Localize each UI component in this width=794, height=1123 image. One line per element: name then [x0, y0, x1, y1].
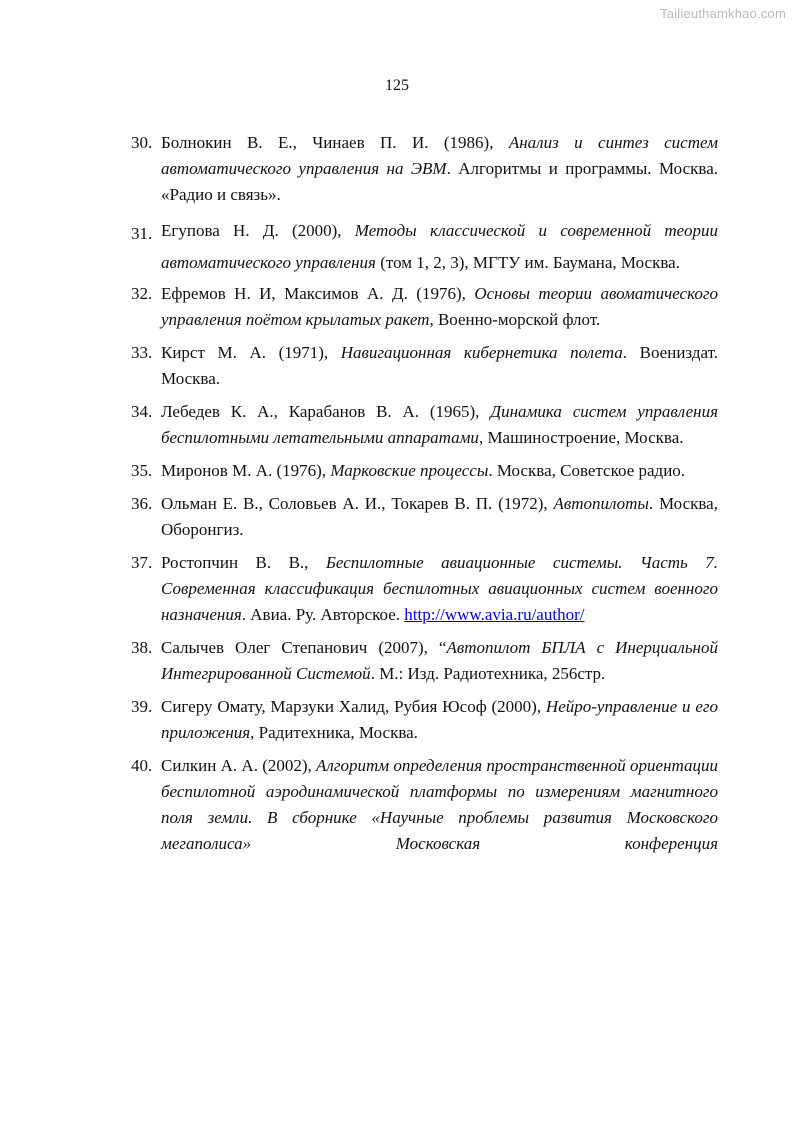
- reference-number: 31.: [131, 224, 153, 243]
- reference-title: Методы классической и современной теории автоматического управления: [161, 221, 718, 272]
- reference-item: [131, 635, 718, 687]
- reference-item: [131, 281, 718, 333]
- reference-authors: Миронов М. А. (1976),: [161, 461, 331, 480]
- reference-authors: Кирст М. А. (1971),: [161, 343, 341, 362]
- reference-authors: Ольман Е. В., Соловьев А. И., Токарев В. П. (1972),: [161, 494, 554, 513]
- reference-title: Марковские процессы: [330, 461, 489, 480]
- reference-authors: Сигеру Омату, Марзуки Халид, Рубия Юсоф (2000),: [161, 697, 546, 716]
- reference-number: 39.: [131, 697, 153, 716]
- reference-publisher: . Москва, Оборонгиз.: [161, 494, 718, 539]
- reference-authors: Лебедев К. А., Карабанов В. А. (1965),: [161, 402, 491, 421]
- reference-authors: Силкин А. А. (2002),: [161, 756, 317, 775]
- reference-publisher: . Москва, Советское радио.: [488, 461, 686, 480]
- reference-title: Автопилоты: [553, 494, 649, 513]
- reference-item: [131, 215, 718, 279]
- reference-item: [131, 399, 718, 451]
- reference-title: Навигационная кибернетика полета: [340, 343, 623, 362]
- reference-publisher: . Воениздат. Москва.: [161, 343, 718, 388]
- reference-authors: Салычев Олег Степанович (2007), “: [161, 638, 447, 657]
- reference-title: Нейро-управление и его приложения: [161, 697, 718, 742]
- reference-list: [131, 130, 718, 864]
- reference-title: Основы теории авоматического управления поётом крылатых ракет: [161, 284, 719, 329]
- reference-number: 34.: [131, 402, 153, 421]
- reference-item: [131, 694, 718, 746]
- reference-authors: Ростопчин В. В.,: [161, 553, 326, 572]
- reference-item: [131, 340, 718, 392]
- reference-item: [131, 130, 718, 208]
- reference-title: Анализ и синтез систем автоматического управления на ЭВМ: [161, 133, 718, 178]
- reference-number: 30.: [131, 133, 153, 152]
- watermark: Tailieuthamkhao.com: [660, 6, 786, 21]
- reference-publisher: (том 1, 2, 3), МГТУ им. Баумана, Москва.: [375, 253, 680, 272]
- reference-title: Автопилот БПЛА с Инерциальной Интегрированной Системой: [161, 638, 718, 683]
- page-number: 125: [385, 77, 409, 94]
- reference-authors: Ефремов Н. И, Максимов А. Д. (1976),: [161, 284, 475, 303]
- reference-publisher: , Машиностроение, Москва.: [478, 428, 684, 447]
- reference-item: [131, 491, 718, 543]
- reference-publisher: , Военно-морской флот.: [429, 310, 601, 329]
- reference-number: 37.: [131, 553, 153, 572]
- reference-item: [131, 458, 718, 484]
- reference-item: [131, 550, 718, 628]
- reference-publisher: , Радитехника, Москва.: [250, 723, 418, 742]
- reference-publisher: . Авиа. Ру. Авторское.: [241, 605, 405, 624]
- reference-number: 40.: [131, 756, 153, 775]
- reference-link[interactable]: http://www.avia.ru/author/: [404, 605, 585, 624]
- reference-publisher: . М.: Изд. Радиотехника, 256стр.: [370, 664, 606, 683]
- reference-publisher: . Алгоритмы и программы. Москва. «Радио и связь».: [161, 159, 718, 204]
- reference-authors: Егупова Н. Д. (2000),: [161, 221, 355, 240]
- reference-title: Динамика систем управления беспилотными летательными аппаратами: [161, 402, 718, 447]
- reference-number: 32.: [131, 284, 153, 303]
- reference-item: [131, 753, 718, 857]
- reference-title: Алгоритм определения пространственной ориентации беспилотной аэродинамической платформы по измерениям магнитного поля земли. В сборнике «Научные проблемы развития Московского мегаполиса» Московская конференция: [161, 756, 718, 853]
- reference-authors: Болнокин В. Е., Чинаев П. И. (1986),: [161, 133, 509, 152]
- reference-number: 35.: [131, 461, 153, 480]
- reference-number: 38.: [131, 638, 153, 657]
- reference-number: 36.: [131, 494, 153, 513]
- reference-title: Беспилотные авиационные системы. Часть 7. Современная классификация беспилотных авиационных систем военного назначения: [161, 553, 718, 624]
- reference-number: 33.: [131, 343, 153, 362]
